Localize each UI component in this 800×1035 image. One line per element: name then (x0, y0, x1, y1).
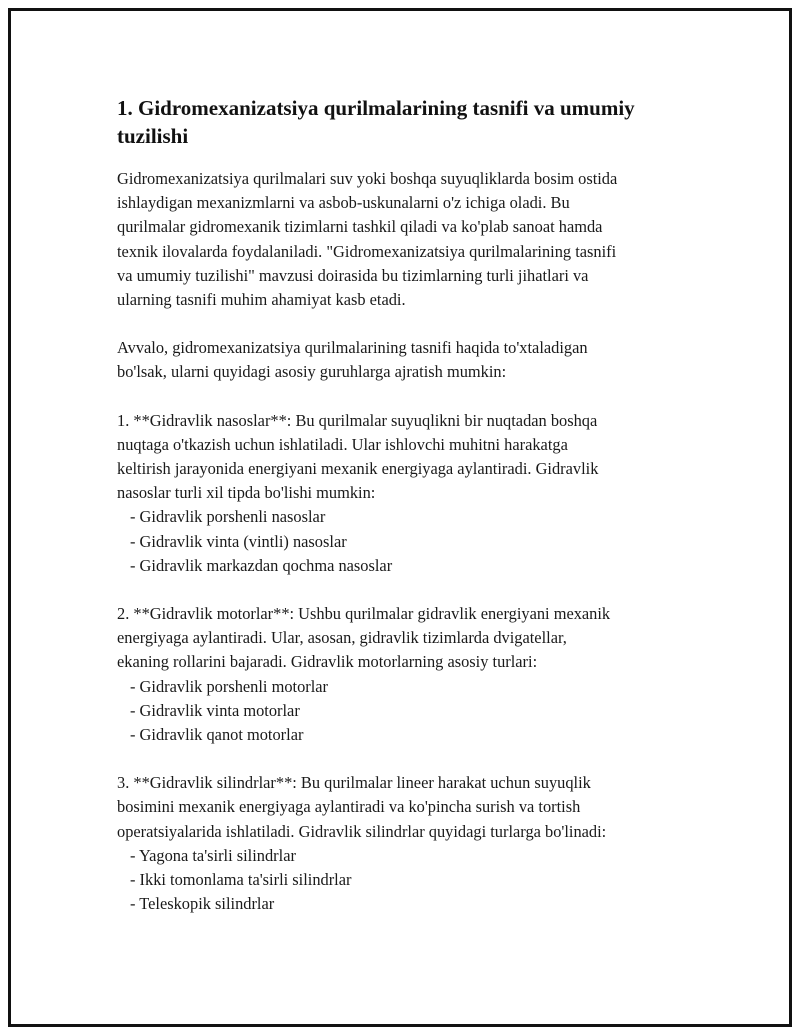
pumps-section (117, 409, 692, 578)
motors-section (117, 602, 692, 747)
cylinders-section (117, 771, 692, 916)
list-item: - Gidravlik qanot motorlar (130, 725, 304, 745)
list-item: - Gidravlik markazdan qochma nasoslar (130, 555, 393, 575)
cylinders-intro: 3. **Gidravlik silindrlar**: Bu qurilmalar lineer harakat uchun suyuqlik bosimini mexanik energiyaga aylantiradi va ko'pincha surish va tortish operatsiyalarida ishlatiladi. Gidravlik silindrlar quyidagi turlarga bo'linadi: (117, 773, 607, 841)
pumps-intro: 1. **Gidravlik nasoslar**: Bu qurilmalar suyuqlikni bir nuqtadan boshqa nuqtaga o'tkazish uchun ishlatiladi. Ular ishlovchi muhitni harakatga keltirish jarayonida energiyani mexanik energiyaga aylantiradi. Gidravlik nasoslar turli xil tipda bo'lishi mumkin: (117, 410, 599, 503)
list-item: - Yagona ta'sirli silindrlar (130, 845, 296, 865)
list-item: - Gidravlik vinta (vintli) nasoslar (130, 531, 347, 551)
list-item: - Gidravlik porshenli motorlar (130, 676, 329, 696)
list-item: - Gidravlik vinta motorlar (130, 700, 300, 720)
list-item: - Gidravlik porshenli nasoslar (130, 507, 326, 527)
section-title: 1. Gidromexanizatsiya qurilmalarining tasnifi va umumiy tuzilishi (117, 96, 635, 148)
intro-paragraph: Gidromexanizatsiya qurilmalari suv yoki boshqa suyuqliklarda bosim ostida ishlaydigan mexanizmlarni va asbob-uskunalarni o'z ichiga oladi. Bu qurilmalar gidromexanik tizimlarni tashkil qiladi va ko'plab sanoat hamda texnik ilovalarda foydalaniladi. "Gidromexanizatsiya qurilmalarining tasnifi va umumiy tuzilishi" mavzusi doirasida bu tizimlarning turli jihatlari va ularning tasnifi muhim ahamiyat kasb etadi. (117, 169, 618, 310)
motors-intro: 2. **Gidravlik motorlar**: Ushbu qurilmalar gidravlik energiyani mexanik energiyaga aylantiradi. Ular, asosan, gidravlik tizimlarda dvigatellar, ekaning rollarini bajaradi. Gidravlik motorlarning asosiy turlari: (117, 604, 611, 672)
classification-paragraph: Avvalo, gidromexanizatsiya qurilmalarining tasnifi haqida to'xtaladigan bo'lsak, ularni quyidagi asosiy guruhlarga ajratish mumkin: (117, 338, 588, 382)
list-item: - Teleskopik silindrlar (130, 894, 275, 914)
list-item: - Ikki tomonlama ta'sirli silindrlar (130, 870, 352, 890)
document-body (117, 94, 692, 940)
